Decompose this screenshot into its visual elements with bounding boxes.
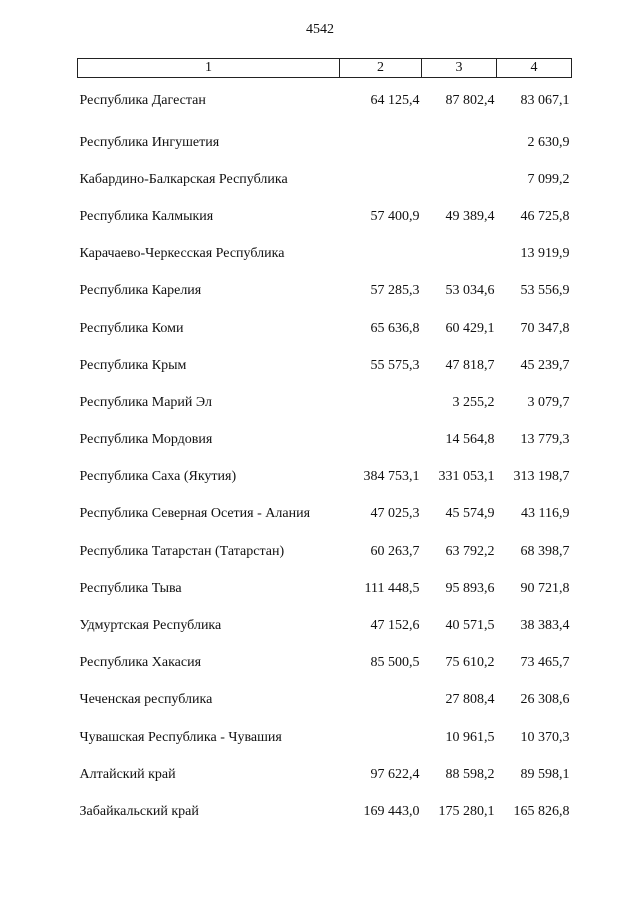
value-cell-col-2 bbox=[340, 682, 422, 719]
table-header-row bbox=[78, 59, 572, 78]
table-row bbox=[78, 78, 572, 125]
value-cell-col-4: 73 465,7 bbox=[520, 655, 570, 671]
table-row bbox=[78, 459, 572, 496]
region-name-cell: Республика Северная Осетия - Алания bbox=[79, 506, 311, 522]
value-cell-col-4: 3 079,7 bbox=[527, 394, 570, 410]
region-name-cell: Забайкальский край bbox=[79, 803, 199, 819]
value-cell-col-2 bbox=[340, 161, 422, 198]
value-cell-col-4: 83 067,1 bbox=[520, 93, 570, 108]
page-number: 4542 bbox=[306, 22, 334, 37]
value-cell-col-2: 57 400,9 bbox=[370, 208, 420, 224]
value-cell-col-3: 27 808,4 bbox=[445, 692, 495, 708]
region-name-cell: Кабардино-Балкарская Республика bbox=[79, 171, 288, 187]
value-cell-col-3: 14 564,8 bbox=[445, 432, 495, 448]
region-name-cell: Республика Карелия bbox=[79, 283, 202, 299]
region-name-cell: Республика Марий Эл bbox=[79, 394, 212, 410]
value-cell-col-4: 313 198,7 bbox=[513, 469, 570, 485]
table-row bbox=[78, 422, 572, 459]
value-cell-col-4: 2 630,9 bbox=[527, 134, 570, 150]
table-row bbox=[78, 607, 572, 644]
table-row bbox=[78, 496, 572, 533]
value-cell-col-2: 169 443,0 bbox=[363, 803, 420, 819]
value-cell-col-3: 45 574,9 bbox=[445, 506, 495, 522]
value-cell-col-3: 10 961,5 bbox=[445, 729, 495, 745]
value-cell-col-4: 38 383,4 bbox=[520, 618, 570, 634]
value-cell-col-3: 88 598,2 bbox=[445, 766, 495, 782]
value-cell-col-3: 87 802,4 bbox=[445, 93, 495, 108]
region-name-cell: Республика Дагестан bbox=[79, 93, 206, 108]
region-name-cell: Республика Тыва bbox=[79, 580, 182, 596]
value-cell-col-2: 85 500,5 bbox=[370, 655, 420, 671]
value-cell-col-2: 60 263,7 bbox=[370, 543, 420, 559]
table-row bbox=[78, 198, 572, 235]
table-row bbox=[78, 347, 572, 384]
region-name-cell: Карачаево-Черкесская Республика bbox=[79, 246, 285, 262]
value-cell-col-2: 55 575,3 bbox=[370, 357, 420, 373]
region-name-cell: Республика Хакасия bbox=[79, 655, 202, 671]
value-cell-col-2 bbox=[340, 719, 422, 756]
value-cell-col-4: 45 239,7 bbox=[520, 357, 570, 373]
column-header-2: 2 bbox=[340, 59, 422, 78]
value-cell-col-3 bbox=[422, 124, 497, 161]
value-cell-col-3: 331 053,1 bbox=[438, 469, 495, 485]
table-row bbox=[78, 570, 572, 607]
region-name-cell: Республика Коми bbox=[79, 320, 184, 336]
value-cell-col-4: 53 556,9 bbox=[520, 283, 570, 299]
region-name-cell: Республика Крым bbox=[79, 357, 187, 373]
region-name-cell: Республика Саха (Якутия) bbox=[79, 469, 237, 485]
region-name-cell: Республика Калмыкия bbox=[79, 208, 214, 224]
value-cell-col-3 bbox=[422, 236, 497, 273]
value-cell-col-2 bbox=[340, 384, 422, 421]
value-cell-col-3: 3 255,2 bbox=[452, 394, 495, 410]
value-cell-col-2: 47 152,6 bbox=[370, 618, 420, 634]
value-cell-col-2: 47 025,3 bbox=[370, 506, 420, 522]
table-row bbox=[78, 682, 572, 719]
table-row bbox=[78, 719, 572, 756]
region-name-cell: Чеченская республика bbox=[79, 692, 213, 708]
value-cell-col-2: 65 636,8 bbox=[370, 320, 420, 336]
region-name-cell: Республика Ингушетия bbox=[79, 134, 220, 150]
value-cell-col-4: 13 779,3 bbox=[520, 432, 570, 448]
value-cell-col-2: 97 622,4 bbox=[370, 766, 420, 782]
value-cell-col-3: 60 429,1 bbox=[445, 320, 495, 336]
table-row bbox=[78, 236, 572, 273]
value-cell-col-3: 75 610,2 bbox=[445, 655, 495, 671]
value-cell-col-2: 111 448,5 bbox=[364, 580, 420, 596]
value-cell-col-4: 68 398,7 bbox=[520, 543, 570, 559]
value-cell-col-2 bbox=[340, 422, 422, 459]
value-cell-col-2: 384 753,1 bbox=[363, 469, 420, 485]
value-cell-col-4: 165 826,8 bbox=[513, 803, 570, 819]
table-body bbox=[78, 78, 572, 831]
region-name-cell: Чувашская Республика - Чувашия bbox=[79, 729, 282, 745]
table-row bbox=[78, 273, 572, 310]
table-row bbox=[78, 756, 572, 793]
region-name-cell: Республика Татарстан (Татарстан) bbox=[79, 543, 285, 559]
value-cell-col-2 bbox=[340, 236, 422, 273]
table-row bbox=[78, 793, 572, 830]
value-cell-col-3: 47 818,7 bbox=[445, 357, 495, 373]
value-cell-col-4: 13 919,9 bbox=[520, 246, 570, 262]
value-cell-col-4: 43 116,9 bbox=[521, 506, 570, 522]
table-row bbox=[78, 384, 572, 421]
value-cell-col-3: 49 389,4 bbox=[445, 208, 495, 224]
table-row bbox=[78, 161, 572, 198]
value-cell-col-4: 46 725,8 bbox=[520, 208, 570, 224]
region-name-cell: Алтайский край bbox=[79, 766, 176, 782]
table-row bbox=[78, 645, 572, 682]
region-name-cell: Республика Мордовия bbox=[79, 432, 213, 448]
value-cell-col-4: 90 721,8 bbox=[520, 580, 570, 596]
value-cell-col-3: 53 034,6 bbox=[445, 283, 495, 299]
value-cell-col-4: 70 347,8 bbox=[520, 320, 570, 336]
column-header-4: 4 bbox=[497, 59, 572, 78]
value-cell-col-2: 57 285,3 bbox=[370, 283, 420, 299]
value-cell-col-4: 26 308,6 bbox=[520, 692, 570, 708]
table-row bbox=[78, 124, 572, 161]
column-header-3: 3 bbox=[422, 59, 497, 78]
table-row bbox=[78, 533, 572, 570]
value-cell-col-2 bbox=[340, 124, 422, 161]
value-cell-col-3: 40 571,5 bbox=[445, 618, 495, 634]
value-cell-col-3: 175 280,1 bbox=[438, 803, 495, 819]
budget-table bbox=[77, 58, 572, 831]
table-row bbox=[78, 310, 572, 347]
value-cell-col-3 bbox=[422, 161, 497, 198]
region-name-cell: Удмуртская Республика bbox=[79, 618, 222, 634]
value-cell-col-3: 63 792,2 bbox=[445, 543, 495, 559]
value-cell-col-4: 89 598,1 bbox=[520, 766, 570, 782]
value-cell-col-4: 7 099,2 bbox=[527, 171, 570, 187]
value-cell-col-3: 95 893,6 bbox=[445, 580, 495, 596]
value-cell-col-4: 10 370,3 bbox=[520, 729, 570, 745]
column-header-1: 1 bbox=[78, 59, 340, 78]
value-cell-col-2: 64 125,4 bbox=[370, 93, 420, 108]
